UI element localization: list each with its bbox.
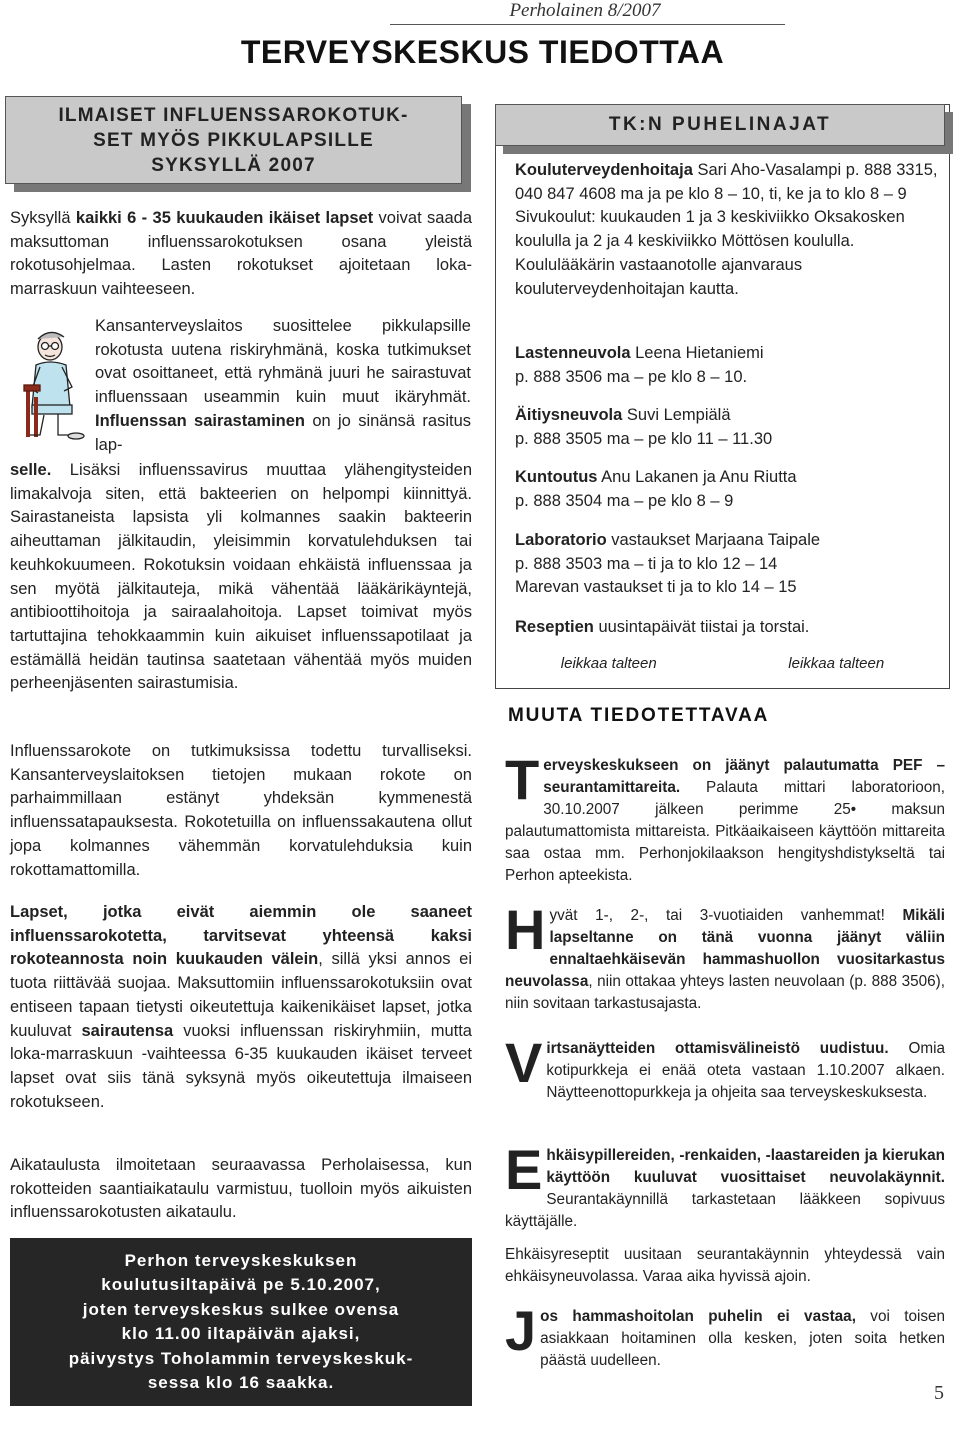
closure-line: päivystys Toholammin terveyskeskuk- [68,1348,414,1368]
notice-bold: hkäisypillereiden, -renkaiden, -laastareiden ja kierukan käyttöön kuuluvat vuosittaiset neuvolakäynnit. [546,1147,945,1186]
notice-text: voi toisen asiakkaan hoitaminen olla kesken, joten soita hetken päästä uudelleen. [540,1308,946,1369]
entry-name: Leena Hietaniemi [630,344,764,362]
closure-line: joten terveyskeskus sulkee ovensa [82,1299,400,1319]
drop-cap: H [505,898,546,961]
laboratory-entry [515,529,940,600]
intro-paragraph [10,207,472,302]
article-heading-line: SYKSYLLÄ 2007 [151,154,316,176]
cut-here-label: leikkaa talteen [560,655,657,672]
notice-pef-meters [505,748,945,887]
cut-here-row [495,655,950,672]
intro-text-2: voivat saada maksuttoman influenssarokotuksen osana yleistä rokotusohjelmaa. Lasten rokotukset ajoitetaan loka-marraskuun vaihteeseen. [10,209,472,299]
drop-cap: J [505,1299,537,1362]
cut-here-label: leikkaa talteen [788,655,885,672]
notice-text: Seurantakäynnillä tarkastetaan lääkkeen sopivuus käyttäjälle. [505,1191,945,1230]
notice-text: Palauta mittari laboratorioon, 30.10.2007 jälkeen perimme 25• maksun palautumattomista mittareista. Pitkäaikaiseen käyttöön mittareita saa ostaa mm. Perhonjokilaakson hengityshdistykseltä tai Perhon apteekista. [505,779,945,884]
article-heading-line: ILMAISET INFLUENSSAROKOTUK- [58,104,409,126]
dosage-text: , sillä yksi annos ei tuota riittävää suojaa. Maksuttomiin influenssarokotuksiin ovat entiseen tapaan tietysti oikeutettuja kaikenikäiset lapset, jotka kuuluvat [10,950,472,1040]
other-notices-title: MUUTA TIEDOTETTAVAA [508,705,770,726]
intro-bold: kaikki 6 - 35 kuukauden ikäiset lapset [75,209,374,227]
closure-notice-box [10,1238,472,1406]
dosage-bold: Lapset, jotka eivät aiemmin ole saaneet influenssarokotetta, tarvitsevat yhteensä kaksi rokoteannosta noin kuukauden välein [10,903,472,969]
maternity-clinic-entry [515,404,940,451]
safety-paragraph: Influenssarokote on tutkimuksissa todettu turvalliseksi. Kansanterveyslaitoksen tietojen mukaan rokote on parhaimmillaan estänyt yhdeksän kymmenestä influenssatapauksesta. Rokotetuilla on influenssakautena ollut jopa kolmannes vähemmän korvatulehduksia kuin rokottamattomilla. [10,742,472,879]
entry-label: Lastenneuvola [515,344,631,362]
issue-label: Perholainen 8/2007 [509,0,661,21]
entry-label: Laboratorio [515,531,607,549]
entry-hours: Marevan vastaukset ti ja to klo 14 – 15 [515,578,797,597]
notice-bold: erveyskeskukseen on jäänyt palautumatta PEF –seurantamittareita. [543,757,945,796]
phone-hours-heading: TK:N PUHELINAJAT [495,104,945,146]
wrap-bold: Influenssan sairastaminen [95,411,305,430]
entry-label: Reseptien [515,618,594,636]
entry-name: vastaukset Marjaana Taipale [606,531,821,549]
wrap-text: Kansanterveyslaitos suosittelee pikkulapsille rokotusta uutena riskiryhmänä, koska tutkimukset ovat osoittaneet, että ryhmänä juuri he sairastuvat influenssaan useammin kuin muut ikäryhmät. [95,317,471,407]
entry-hours: p. 888 3505 ma – pe klo 11 – 11.30 [515,429,773,448]
entry-name: Anu Lakanen ja Anu Riutta [597,468,797,486]
closure-line: klo 11.00 iltapäivän ajaksi, [121,1324,361,1343]
entry-hours: p. 888 3504 ma – pe klo 8 – 9 [515,491,734,510]
notice-bold: irtsanäytteiden ottamisvälineistö uudistuu. [546,1040,889,1057]
entry-text: p. 888 3315, 040 847 4608 ma ja pe klo 8 – 10, ti, ke ja to klo 8 – 9 Sivukoulut: kuukauden 1 ja 3 keskiviikko Oksakosken koululla ja 2 ja 4 keskiviikko Möttösen koululla. Koululääkärin vastaanotolle ajanvaraus kouluterveydenhoitajan kautta. [515,161,938,298]
notice-prescriptions: Ehkäisyreseptit uusitaan seurantakäynnin yhteydessä vain ehkäisyneuvolassa. Varaa aika hyvissä ajoin. [505,1246,945,1285]
notice-text: yvät 1-, 2-, tai 3-vuotiaiden vanhemmat! [549,907,903,924]
prescription-entry [515,616,940,640]
continue-paragraph [10,459,472,696]
entry-name: Sari Aho-Vasalampi [692,161,842,179]
doctor-illustration [18,327,88,442]
notice-text-2: , niin ottakaa yhteys lasten neuvolaan (p. 888 3506), niin sovitaan tarkastusajasta. [505,973,945,1012]
entry-label: Kuntoutus [515,468,598,486]
entry-name: Suvi Lempiälä [622,406,731,424]
continue-text: Lisäksi influenssavirus muuttaa ylähengitysteiden limakalvoja siten, että bakteerien on helpompi kiinnittyä. Sairastaneista lapsista yli kolmannes saakin bakteerin aiheuttaman jälkitaudin, yleisimmin korvatulehduksen tai keuhkokuumeen. Rokotuksin voidaan ehkäistä influenssaa ja sen myötä jälkitauteja, mikä vähentää lääkärikäyntejä, antibioottihoitoja ja sairaalahoitoja. Lapset toimivat myös tartuttajina tehokkaammin kuin aikuiset influenssapotilaat ja estämällä heidän tautinsa saatetaan vähentää myös muiden perheenjäsenten sairastumisia. [10,461,472,693]
entry-hours: p. 888 3503 ma – ti ja to klo 12 – 14 [515,554,778,573]
notice-contraception [505,1138,945,1233]
entry-text: uusintapäivät tiistai ja torstai. [593,618,810,636]
notice-dental-check [505,898,945,1015]
notice-bold: Mikäli lapseltanne on tänä vuonna jäänyt väliin ennaltaehkäisevän hammashuollon vuositarkastus neuvolassa [505,907,945,990]
notice-bold: os hammashoitolan puhelin ei vastaa, [540,1308,856,1325]
closure-line: sessa klo 16 saakka. [147,1373,335,1392]
entry-hours: p. 888 3506 ma – pe klo 8 – 10. [515,367,748,386]
dosage-paragraph [10,901,472,1114]
entry-label: Kouluterveydenhoitaja [515,161,693,179]
closure-line: Perhon terveyskeskuksen [124,1250,358,1270]
wrap-text-2: on jo sinänsä rasitus lap- [95,411,471,454]
rehab-entry [515,466,940,513]
closure-line: koulutusiltapäivä pe 5.10.2007, [101,1275,381,1294]
drop-cap: V [505,1031,543,1094]
notice-urine-samples [505,1031,946,1104]
drop-cap: T [505,748,540,811]
page-title: TERVEYSKESKUS TIEDOTTAA [240,34,725,70]
drop-cap: E [505,1138,543,1201]
article-heading [5,96,462,184]
child-clinic-entry [515,342,940,389]
dosage-text-2: vuoksi influenssan riskiryhmiin, mutta loka-marraskuun -vaihteessa 6-35 kuukauden ikäiset terveet lapset ovat siis tänä syksynä myös oikeutettuja ilmaiseen rokotukseen. [10,1021,472,1111]
notice-dental-phone [505,1299,946,1372]
article-heading-line: SET MYÖS PIKKULAPSILLE [93,129,374,151]
notice-text: Omia kotipurkkeja ei enää oteta vastaan 1.10.2007 alkaen. Näytteenottopurkkeja ja ohjeita saa terveyskeskuksesta. [546,1040,946,1101]
wrap-paragraph [95,315,471,457]
page-number: 5 [934,1382,944,1404]
entry-label: Äitiysneuvola [515,406,623,424]
continue-bold: selle. [10,461,52,479]
intro-text: Syksyllä [10,209,76,227]
header-rule [390,24,785,25]
dosage-bold-2: sairautensa [81,1021,174,1040]
school-nurse-entry [515,159,940,301]
schedule-paragraph: Aikataulusta ilmoitetaan seuraavassa Perholaisessa, kun rokotteiden saantiaikataulu varmistuu, tuolloin myös aikuisten influenssarokotusten aikataulu. [10,1156,472,1222]
